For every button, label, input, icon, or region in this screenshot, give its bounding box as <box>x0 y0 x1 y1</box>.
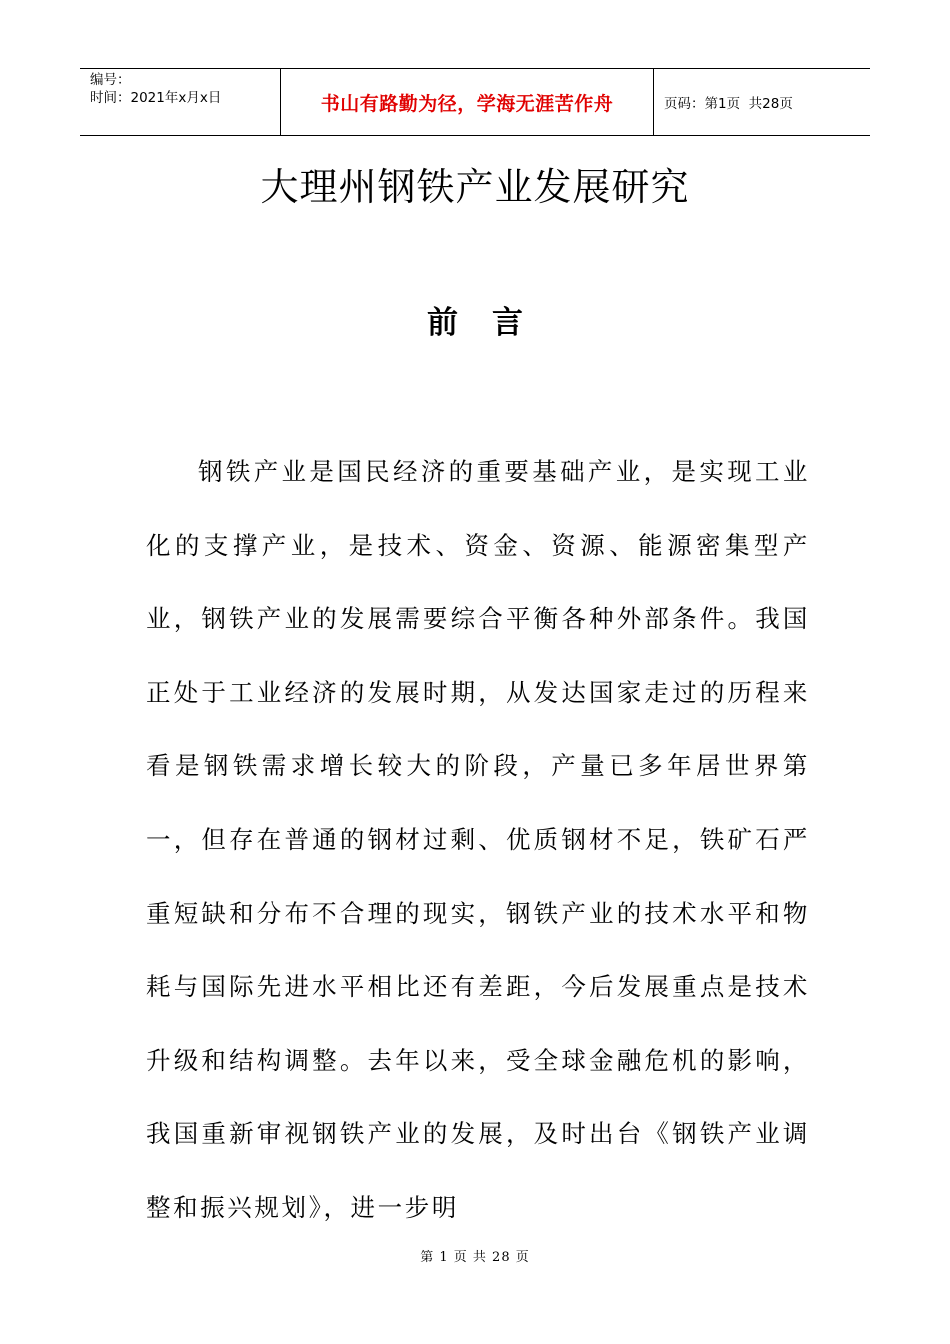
page-footer: 第 1 页 共 28 页 <box>420 1250 530 1265</box>
section-heading: 前言 <box>427 305 557 341</box>
number-label: 编号： <box>90 72 131 88</box>
body-paragraph: 钢铁产业是国民经济的重要基础产业，是实现工业化的支撑产业，是技术、资金、资源、能源密集型产业，钢铁产业的发展需要综合平衡各种外部条件。我国正处于工业经济的发展时期，从发达国家走过的历程来看是钢铁需求增长较大的阶段，产量已多年居世界第一，但存在普通的钢材过剩、优质钢材不足，铁矿石严重短缺和分布不合理的现实，钢铁产业的技术水平和物耗与国际先进水平相比还有差距，今后发展重点是技术升级和结构调整。去年以来，受全球金融危机的影响，我国重新审视钢铁产业的发展，及时出台《钢铁产业调整和振兴规划》，进一步明 <box>146 457 810 1222</box>
header-page-info: 页码：第1页 共28页 <box>664 96 793 112</box>
header-meta <box>80 69 281 135</box>
page-header <box>80 68 870 136</box>
date-label: 时间：2021年x月x日 <box>90 90 222 106</box>
header-motto: 书山有路勤为径，学海无涯苦作舟 <box>281 69 654 135</box>
document-title: 大理州钢铁产业发展研究 <box>260 165 690 209</box>
